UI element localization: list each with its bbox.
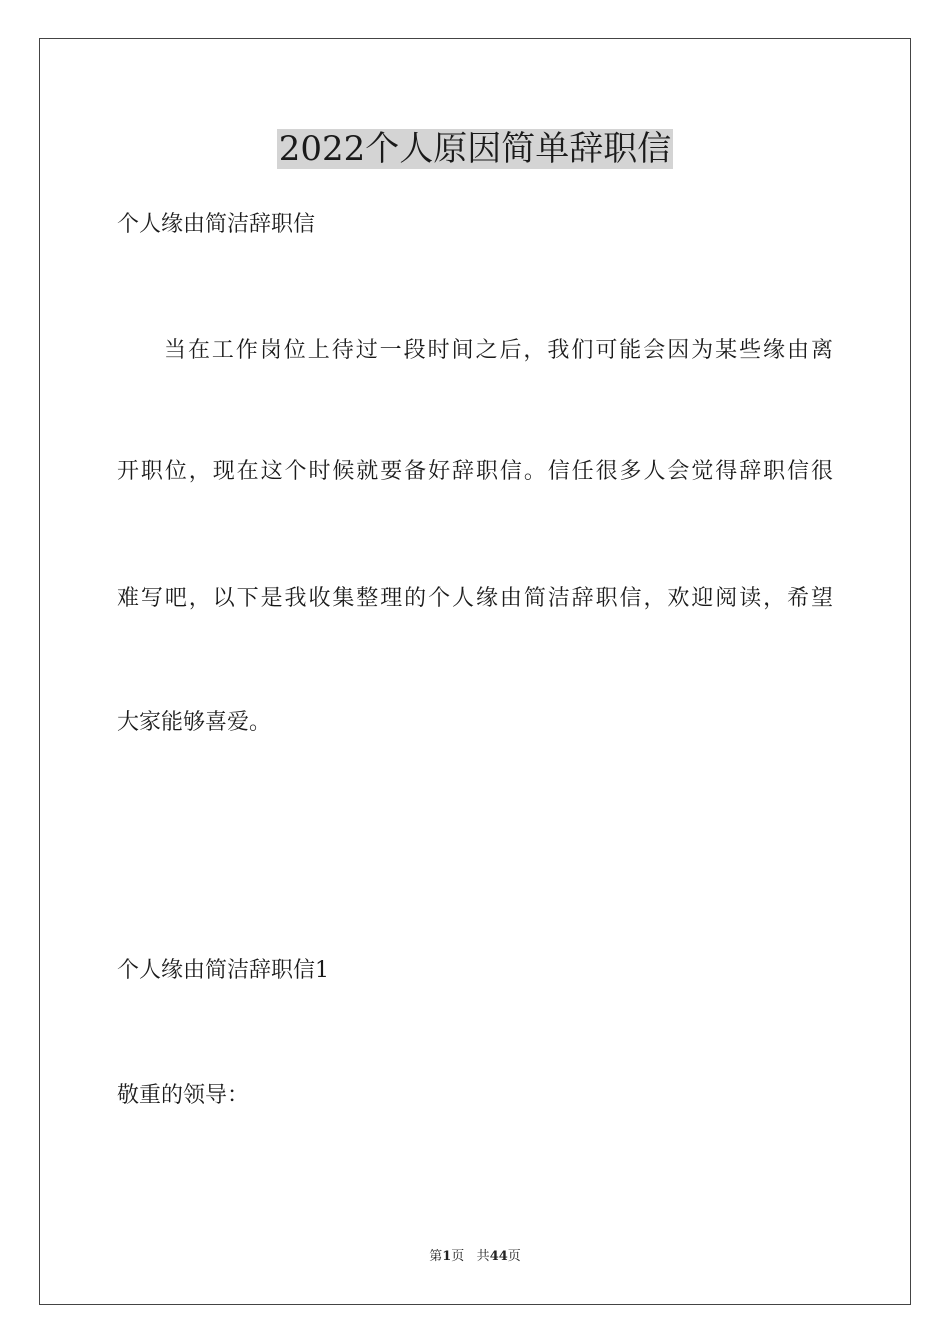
footer-total-suffix: 页 bbox=[507, 1249, 521, 1264]
intro-line-3: 难写吧，以下是我收集整理的个人缘由简洁辞职信，欢迎阅读，希望 bbox=[117, 586, 833, 611]
document-title-text: 2022个人原因简单辞职信 bbox=[278, 129, 672, 169]
salutation: 敬重的领导： bbox=[117, 1083, 250, 1108]
section-heading: 个人缘由简洁辞职信1 bbox=[117, 958, 329, 983]
footer-total-pages: 44 bbox=[489, 1249, 508, 1264]
footer-total-prefix: 共 bbox=[476, 1249, 490, 1264]
footer-page-suffix: 页 bbox=[451, 1249, 465, 1264]
document-title bbox=[0, 127, 950, 171]
intro-line-4: 大家能够喜爱。 bbox=[117, 710, 272, 735]
footer-page-number: 1 bbox=[442, 1249, 452, 1264]
page-footer bbox=[0, 1248, 950, 1266]
footer-page-prefix: 第 bbox=[429, 1249, 443, 1264]
intro-line-1: 当在工作岗位上待过一段时间之后，我们可能会因为某些缘由离 bbox=[164, 338, 833, 363]
document-subtitle: 个人缘由简洁辞职信 bbox=[117, 212, 316, 237]
intro-line-2: 开职位，现在这个时候就要备好辞职信。信任很多人会觉得辞职信很 bbox=[117, 459, 833, 484]
